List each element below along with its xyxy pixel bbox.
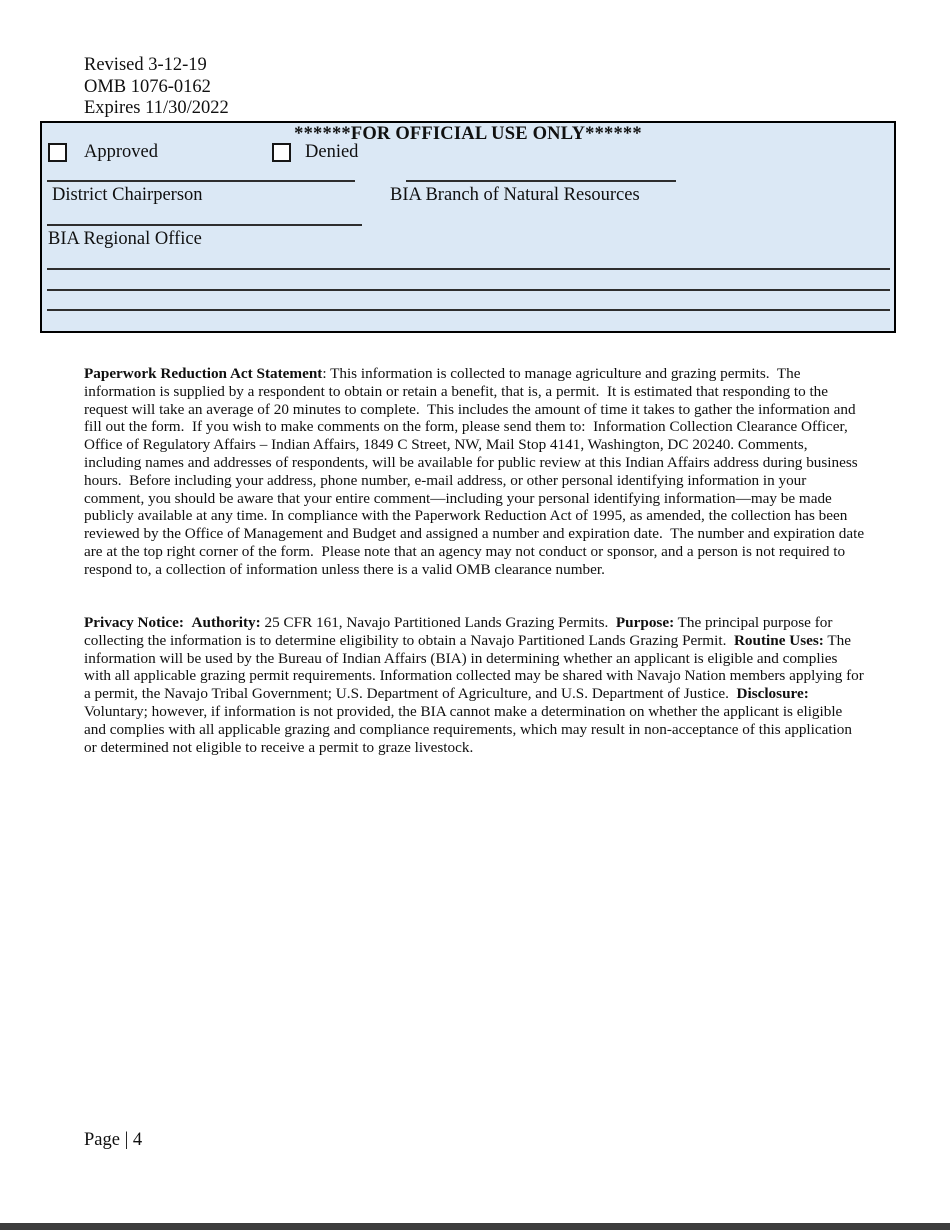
approved-checkbox-label: Approved bbox=[84, 142, 158, 162]
bia-regional-office-signature-line[interactable] bbox=[47, 224, 362, 226]
revision-block bbox=[84, 55, 229, 120]
approved-checkbox[interactable] bbox=[48, 143, 67, 162]
paperwork-statement-body: : This information is collected to manage agriculture and grazing permits. The information is supplied by a respondent to obtain or retain a benefit, that is, a permit. It is estimated that responding to the request will take an average of 20 minutes to complete. This includes the amount of time it takes to gather the information and fill out the form. If you wish to make comments on the form, please send them to: Information Collection Clearance Officer, Office of Regulatory Affairs – Indian Affairs, 1849 C Street, NW, Mail Stop 4141, Washington, DC 20240. Comments, including names and addresses of respondents, will be available for public review at this Indian Affairs address during business hours. Before including your address, phone number, e-mail address, or other personal identifying information in your comment, you should be aware that your entire comment—including your personal identifying information—may be made publicly available at any time. In compliance with the Paperwork Reduction Act of 1995, as amended, the collection has been reviewed by the Office of Management and Budget and assigned a number and expiration date. The number and expiration date are at the top right corner of the form. Please note that an agency may not conduct or sponsor, and a person is not required to respond to, a collection of information unless there is a valid OMB clearance number. bbox=[84, 365, 868, 578]
routine-uses-heading: Routine Uses: bbox=[733, 631, 824, 649]
blank-writing-line[interactable] bbox=[47, 309, 890, 311]
bia-branch-label: BIA Branch of Natural Resources bbox=[390, 185, 640, 205]
denied-checkbox-label: Denied bbox=[305, 142, 359, 162]
denied-checkbox[interactable] bbox=[272, 143, 291, 162]
bia-branch-signature-line[interactable] bbox=[406, 180, 676, 182]
revision-date: Revised 3-12-19 bbox=[84, 55, 207, 75]
blank-writing-line[interactable] bbox=[47, 268, 890, 270]
paperwork-reduction-act-paragraph bbox=[84, 365, 867, 579]
authority-heading: Authority: bbox=[191, 614, 261, 631]
privacy-notice-paragraph: Privacy Notice: Authority: 25 CFR 161, Navajo Partitioned Lands Grazing Permits. Purpose: The principal purpose for collecting the information is to determine eligibility to obtain a Navajo Partitioned Lands Grazing Permit. Routine Uses: The information will be used by the Bureau of Indian Affairs (BIA) in determining whether an applicant is eligible and complies with all applicable grazing permit requirements. Information collected may be shared with Navajo Nation members applying for a permit, the Navajo Tribal Government; U.S. Department of Agriculture, and U.S. Department of Justice. Disclosure: Voluntary; however, if information is not provided, the BIA cannot make a determination on whether the applicant is eligible and complies with all applicable grazing and compliance requirements, which may result in non-acceptance of this application or determined not eligible to receive a permit to graze livestock. bbox=[84, 614, 868, 756]
page-edge-bar bbox=[0, 1223, 950, 1230]
expiration-date: Expires 11/30/2022 bbox=[84, 98, 229, 119]
bia-regional-office-label: BIA Regional Office bbox=[48, 229, 202, 249]
omb-number: OMB 1076-0162 bbox=[84, 76, 211, 97]
district-chairperson-signature-line[interactable] bbox=[47, 180, 355, 182]
official-use-title: ******FOR OFFICIAL USE ONLY****** bbox=[294, 124, 642, 144]
district-chairperson-label: District Chairperson bbox=[52, 185, 203, 205]
official-use-box bbox=[40, 121, 896, 333]
purpose-heading: Purpose: bbox=[615, 614, 675, 631]
privacy-notice-heading: Privacy Notice: bbox=[84, 614, 184, 631]
disclosure-heading: Disclosure: bbox=[732, 685, 809, 703]
blank-writing-line[interactable] bbox=[47, 289, 890, 291]
paperwork-statement-heading: Paperwork Reduction Act Statement bbox=[84, 365, 323, 382]
page-number: Page | 4 bbox=[84, 1130, 143, 1150]
